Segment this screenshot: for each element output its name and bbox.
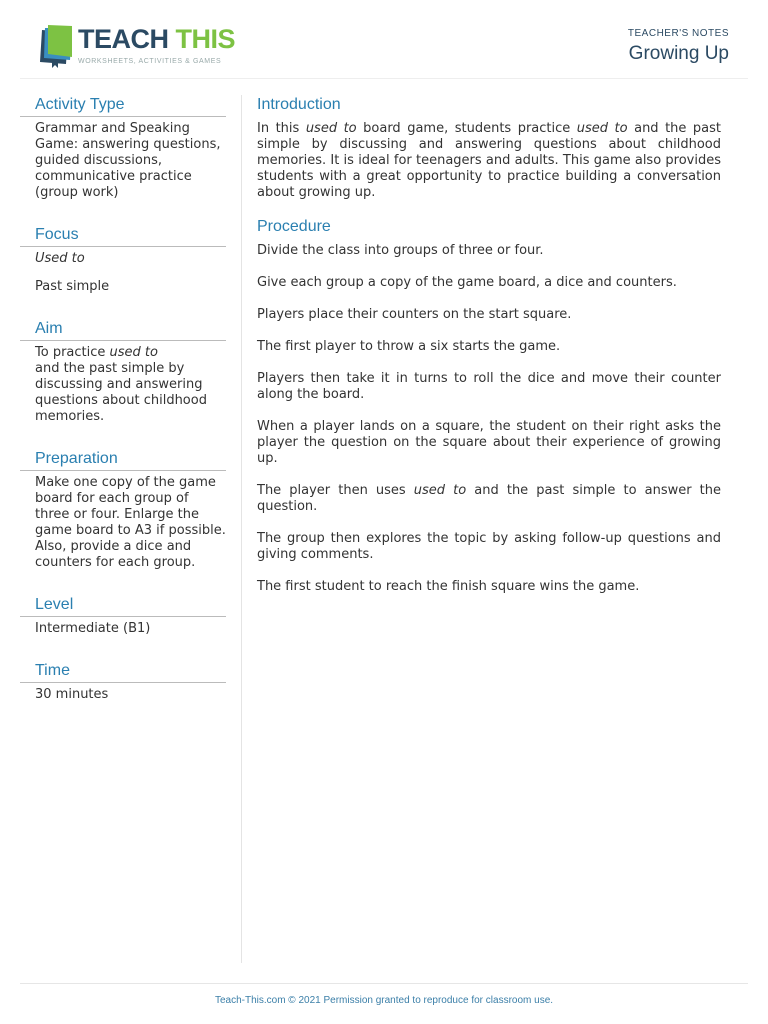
- section-time: [20, 661, 226, 703]
- book-icon: [36, 24, 76, 68]
- introduction-heading: Introduction: [257, 96, 341, 113]
- procedure-step: Players place their counters on the start square.: [257, 307, 572, 322]
- aim-text-rest: and the past simple by discussing and answering questions about childhood memories.: [35, 361, 207, 424]
- logo-text-teach: TEACH: [78, 24, 169, 54]
- procedure-step: Players then take it in turns to roll the dice and move their counter along the board.: [257, 371, 721, 402]
- page-title: Growing Up: [628, 43, 729, 64]
- logo-text-this: THIS: [175, 24, 236, 54]
- procedure-step: The first player to throw a six starts the game.: [257, 339, 561, 354]
- procedure-heading: Procedure: [257, 218, 331, 235]
- section-activity-type: [20, 95, 226, 201]
- section-focus: [20, 225, 226, 295]
- aim-italic: used to: [109, 345, 158, 360]
- section-body: 30 minutes: [35, 687, 109, 702]
- introduction-text: In this used to board game, students practice used to and the past simple by discussing and answering questions about childhood memories. It is ideal for teenagers and adults. This game also provides students with a great opportunity to practice building a conversation about growing up.: [257, 121, 721, 200]
- logo-tagline: WORKSHEETS, ACTIVITIES & GAMES: [78, 58, 222, 65]
- section-heading: Aim: [20, 319, 226, 341]
- section-body: Make one copy of the game board for each group of three or four. Enlarge the game board to A3 if possible. Also, provide a dice and counters for each group.: [35, 475, 226, 570]
- teach-this-logo: [36, 24, 236, 68]
- focus-item: Past simple: [35, 279, 110, 294]
- header-kicker: TEACHER'S NOTES: [627, 28, 729, 39]
- section-heading: Level: [20, 595, 226, 617]
- aim-text: To practice: [35, 345, 110, 360]
- main-content: [257, 95, 721, 611]
- footer-copyright: Teach-This.com © 2021 Permission granted to reproduce for classroom use.: [214, 995, 554, 1006]
- procedure-step: The group then explores the topic by asking follow-up questions and giving comments.: [257, 531, 721, 562]
- procedure-step: When a player lands on a square, the student on their right asks the player the question on the square about their experience of growing up.: [257, 419, 721, 466]
- section-body: Grammar and Speaking Game: answering questions, guided discussions, communicative practice (group work): [35, 121, 221, 200]
- procedure-step: Divide the class into groups of three or four.: [257, 243, 544, 258]
- section-heading: Preparation: [20, 449, 226, 471]
- footer-divider: [20, 983, 748, 984]
- section-preparation: [20, 449, 226, 571]
- focus-item: Used to: [35, 251, 85, 266]
- header-info: [628, 28, 729, 65]
- section-aim: [20, 319, 226, 425]
- section-body: Intermediate (B1): [35, 621, 151, 636]
- column-divider: [241, 95, 242, 963]
- header-divider: [20, 78, 748, 79]
- section-heading: Time: [20, 661, 226, 683]
- section-heading: Activity Type: [20, 95, 226, 117]
- procedure-step: The first student to reach the finish square wins the game.: [257, 579, 640, 594]
- sidebar: [20, 95, 226, 727]
- section-level: [20, 595, 226, 637]
- section-body: [20, 341, 226, 425]
- section-heading: Focus: [20, 225, 226, 247]
- procedure-step: Give each group a copy of the game board, a dice and counters.: [257, 275, 677, 290]
- procedure-step: The player then uses used to and the past simple to answer the question.: [257, 483, 721, 514]
